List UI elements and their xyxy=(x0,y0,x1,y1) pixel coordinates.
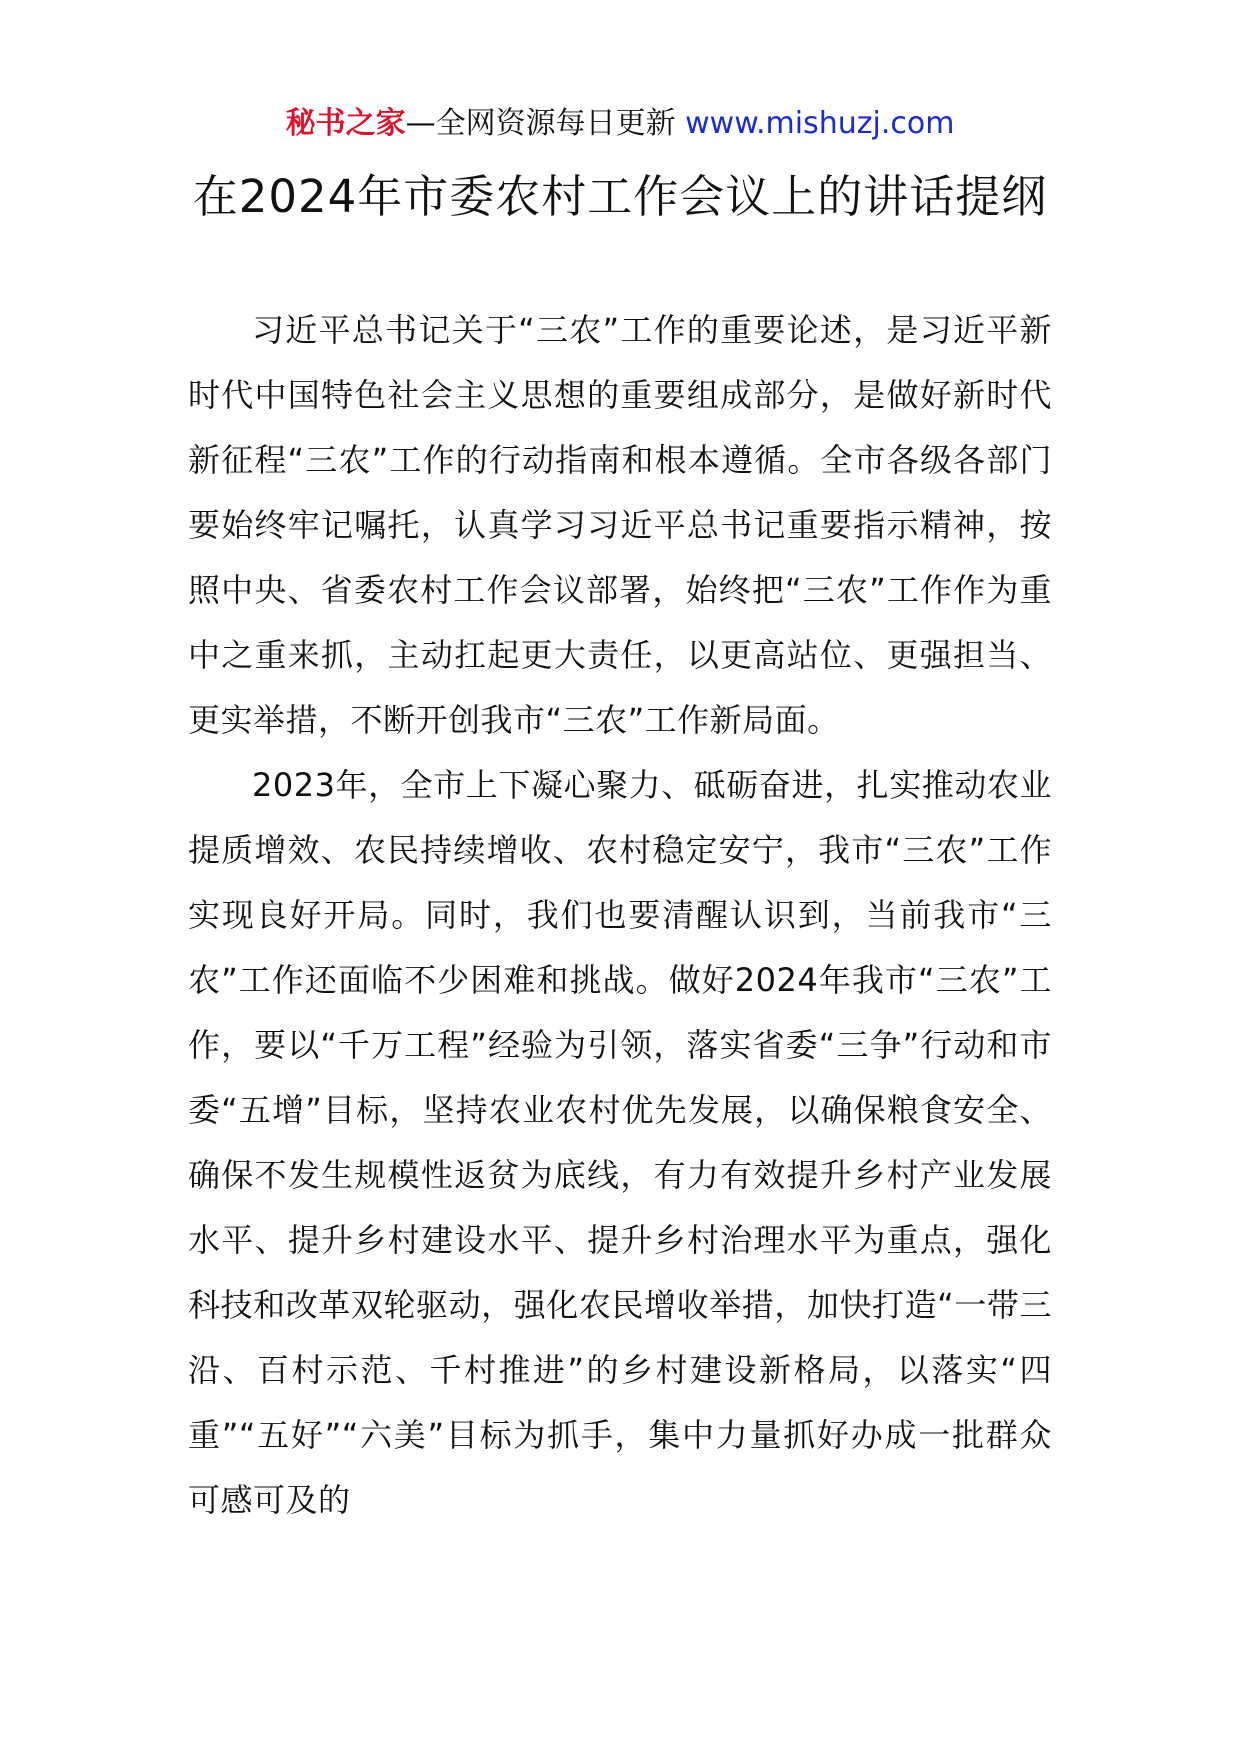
header-tagline: —全网资源每日更新 xyxy=(405,106,686,141)
paragraph-1: 习近平总书记关于“三农”工作的重要论述，是习近平新时代中国特色社会主义思想的重要组成部分，是做好新时代新征程“三农”工作的行动指南和根本遵循。全市各级各部门要始终牢记嘱托，认真学习习近平总书记重要指示精神，按照中央、省委农村工作会议部署，始终把“三农”工作作为重中之重来抓，主动扛起更大责任，以更高站位、更强担当、更实举措，不断开创我市“三农”工作新局面。 xyxy=(188,311,1052,739)
document-body xyxy=(188,298,1052,1533)
site-url-link[interactable]: www.mishuzj.com xyxy=(685,106,955,141)
paragraph-2: 2023年，全市上下凝心聚力、砥砺奋进，扎实推动农业提质增效、农民持续增收、农村稳定安宁，我市“三农”工作实现良好开局。同时，我们也要清醒认识到，当前我市“三农”工作还面临不少困难和挑战。做好2024年我市“三农”工作，要以“千万工程”经验为引领，落实省委“三争”行动和市委“五增”目标，坚持农业农村优先发展，以确保粮食安全、确保不发生规模性返贫为底线，有力有效提升乡村产业发展水平、提升乡村建设水平、提升乡村治理水平为重点，强化科技和改革双轮驱动，强化农民增收举措，加快打造“一带三沿、百村示范、千村推进”的乡村建设新格局，以落实“四重”“五好”“六美”目标为抓手，集中力量抓好办成一批群众可感可及的 xyxy=(188,766,1052,1519)
brand-name: 秘书之家 xyxy=(285,106,406,141)
site-header xyxy=(0,104,1240,144)
document-title: 在2024年市委农村工作会议上的讲话提纲 xyxy=(192,170,1048,223)
